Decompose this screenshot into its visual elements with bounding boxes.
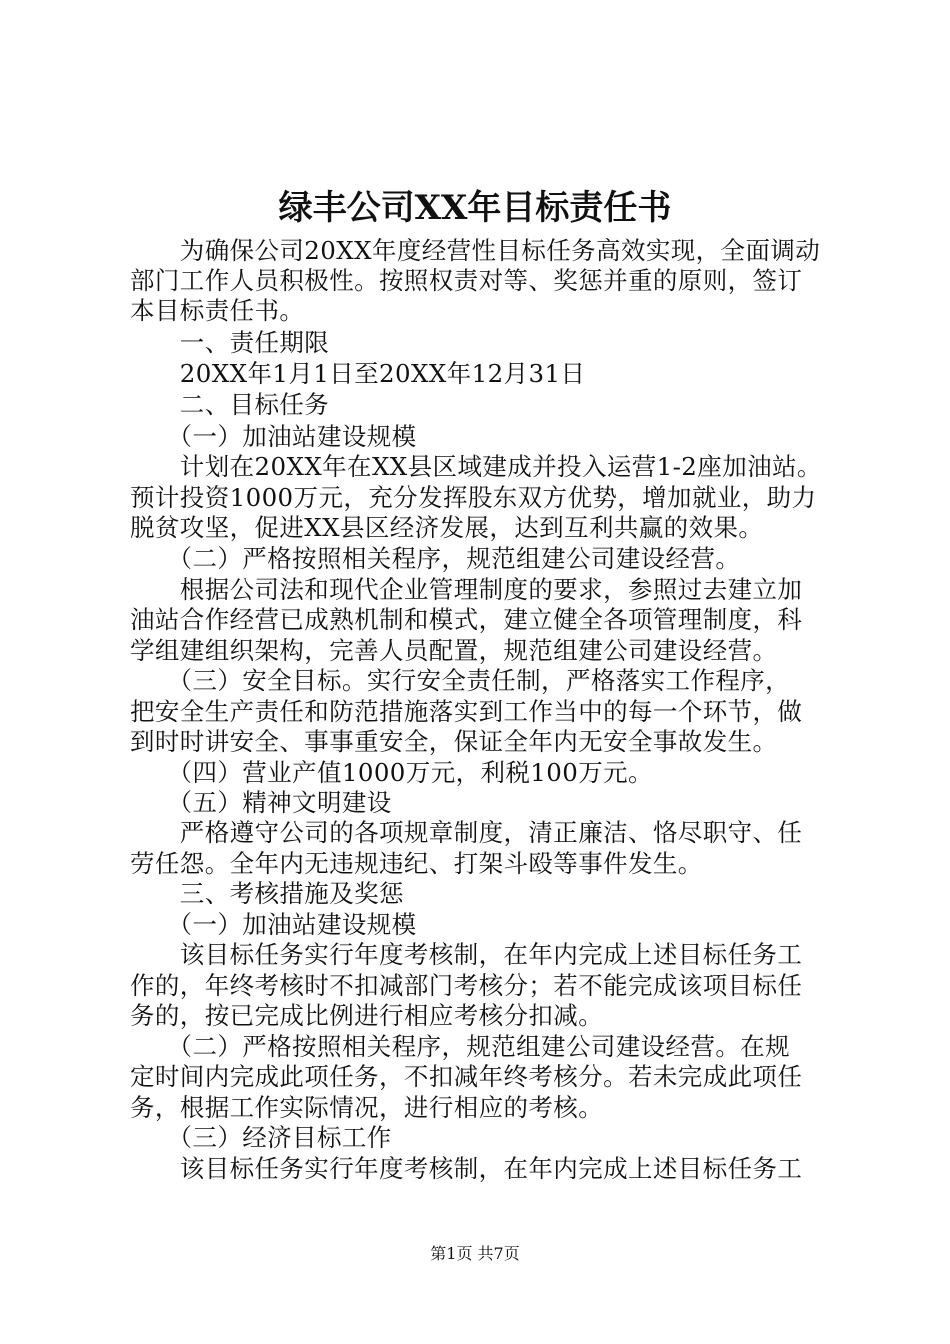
subsection-heading: （五）精神文明建设 — [130, 788, 392, 817]
subsection-heading: （二）严格按照相关程序，规范组建公司建设经营。在规 — [130, 1032, 791, 1061]
subsection-heading: （三）安全目标。实行安全责任制，严格落实工作程序， — [130, 666, 791, 695]
section-heading: 一、责任期限 — [130, 328, 330, 357]
body-line: 到时时讲安全、事事重安全，保证全年内无安全事故发生。 — [130, 727, 778, 756]
section-heading: 二、目标任务 — [130, 390, 330, 419]
body-line: 学组建组织架构，完善人员配置，规范组建公司建设经营。 — [130, 636, 778, 665]
body-line: 该目标任务实行年度考核制，在年内完成上述目标任务工 — [130, 1154, 803, 1183]
body-line: 务，根据工作实际情况，进行相应的考核。 — [130, 1093, 604, 1122]
body-line: 劳任怨。全年内无违规违纪、打架斗殴等事件发生。 — [130, 849, 703, 878]
subsection-heading: （四）营业产值1000万元，利税100万元。 — [130, 758, 653, 787]
body-line: 20XX年1月1日至20XX年12月31日 — [130, 359, 586, 388]
subsection-heading: （一）加油站建设规模 — [130, 910, 417, 939]
body-line: 计划在20XX年在XX县区域建成并投入运营1-2座加油站。 — [130, 452, 822, 481]
body-line: 为确保公司20XX年度经营性目标任务高效实现，全面调动 — [130, 236, 821, 265]
document-title: 绿丰公司XX年目标责任书 — [278, 188, 672, 228]
body-line: 本目标责任书。 — [130, 296, 305, 325]
page-number-footer: 第1页 共7页 — [430, 1244, 520, 1263]
body-line: 严格遵守公司的各项规章制度，清正廉洁、恪尽职守、任 — [130, 818, 803, 847]
subsection-heading: （三）经济目标工作 — [130, 1123, 392, 1152]
body-line: 该目标任务实行年度考核制，在年内完成上述目标任务工 — [130, 940, 803, 969]
subsection-heading: （二）严格按照相关程序，规范组建公司建设经营。 — [130, 544, 741, 573]
body-line: 脱贫攻坚，促进XX县区经济发展，达到互利共赢的效果。 — [130, 513, 764, 542]
subsection-heading: （一）加油站建设规模 — [130, 422, 417, 451]
body-line: 作的，年终考核时不扣减部门考核分；若不能完成该项目标任 — [130, 971, 803, 1000]
body-line: 预计投资1000万元，充分发挥股东双方优势，增加就业，助力 — [130, 483, 817, 512]
body-line: 部门工作人员积极性。按照权责对等、奖惩并重的原则，签订 — [130, 266, 803, 295]
body-line: 根据公司法和现代企业管理制度的要求，参照过去建立加 — [130, 575, 803, 604]
section-heading: 三、考核措施及奖惩 — [130, 879, 404, 908]
body-line: 定时间内完成此项任务，不扣减年终考核分。若未完成此项任 — [130, 1062, 803, 1091]
body-line: 把安全生产责任和防范措施落实到工作当中的每一个环节，做 — [130, 697, 803, 726]
body-line: 油站合作经营已成熟机制和模式，建立健全各项管理制度，科 — [130, 605, 803, 634]
body-line: 务的，按已完成比例进行相应考核分扣减。 — [130, 1001, 604, 1030]
